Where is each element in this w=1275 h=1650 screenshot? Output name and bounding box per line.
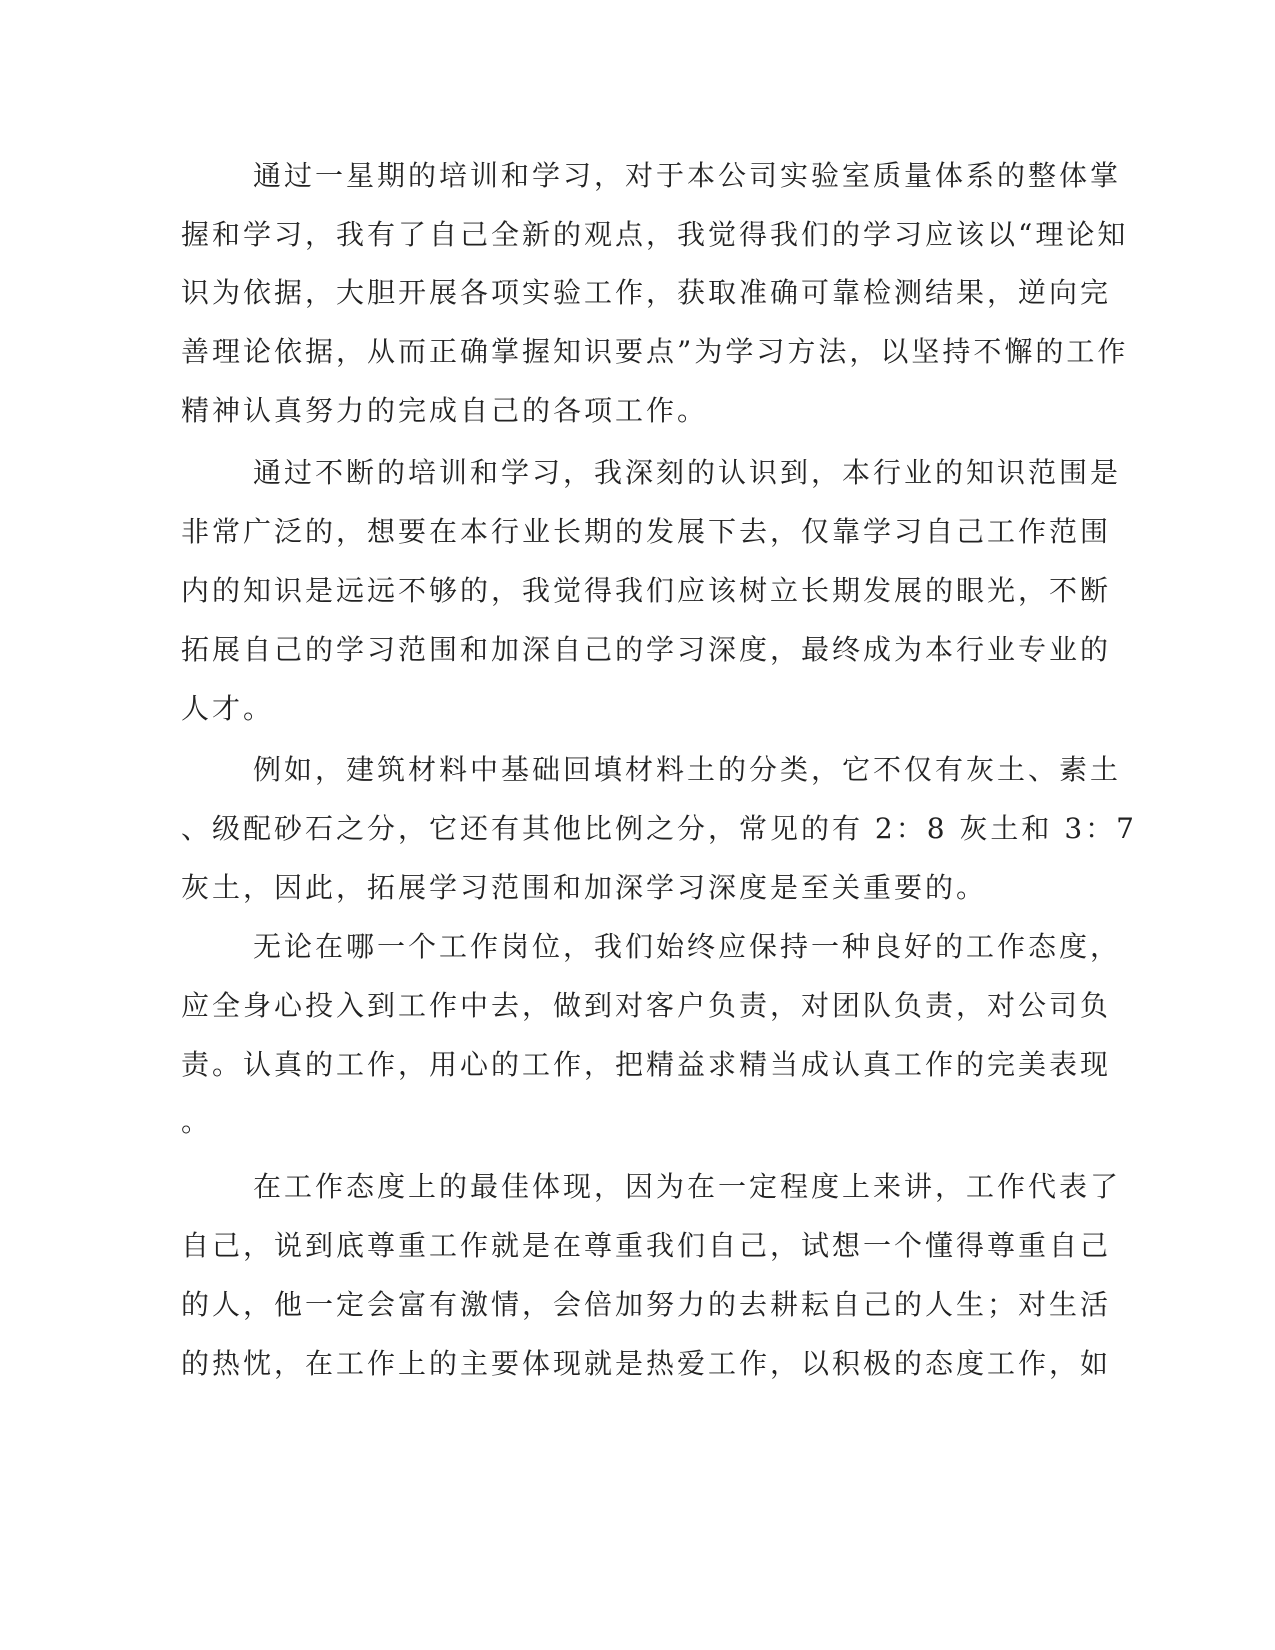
paragraph-1-line-2: 握和学习，我有了自己全新的观点，我觉得我们的学习应该以“理论知 bbox=[181, 218, 1129, 251]
paragraph-3-line-3: 灰土，因此，拓展学习范围和加深学习深度是至关重要的。 bbox=[181, 871, 988, 904]
paragraph-3-line-1: 例如，建筑材料中基础回填材料土的分类，它不仅有灰土、素土 bbox=[253, 753, 1122, 786]
paragraph-4-line-4: 。 bbox=[181, 1105, 213, 1138]
paragraph-2-line-2: 非常广泛的，想要在本行业长期的发展下去，仅靠学习自己工作范围 bbox=[181, 515, 1112, 548]
paragraph-5-line-2: 自己，说到底尊重工作就是在尊重我们自己，试想一个懂得尊重自己 bbox=[181, 1229, 1112, 1262]
paragraph-1-line-5: 精神认真努力的完成自己的各项工作。 bbox=[181, 394, 709, 427]
paragraph-5-line-1: 在工作态度上的最佳体现，因为在一定程度上来讲，工作代表了 bbox=[253, 1170, 1122, 1203]
paragraph-1-line-3: 识为依据，大胆开展各项实验工作，获取准确可靠检测结果，逆向完 bbox=[181, 276, 1112, 309]
paragraph-3-line-2: 、级配砂石之分，它还有其他比例之分，常见的有 2：8 灰土和 3：7 bbox=[181, 812, 1137, 845]
paragraph-2-line-1: 通过不断的培训和学习，我深刻的认识到，本行业的知识范围是 bbox=[253, 456, 1122, 489]
paragraph-1-line-1: 通过一星期的培训和学习，对于本公司实验室质量体系的整体掌 bbox=[253, 159, 1122, 192]
paragraph-5-line-3: 的人，他一定会富有激情，会倍加努力的去耕耘自己的人生；对生活 bbox=[181, 1288, 1112, 1321]
paragraph-4-line-2: 应全身心投入到工作中去，做到对客户负责，对团队负责，对公司负 bbox=[181, 989, 1112, 1022]
paragraph-4-line-3: 责。认真的工作，用心的工作，把精益求精当成认真工作的完美表现 bbox=[181, 1048, 1112, 1081]
paragraph-1-line-4: 善理论依据，从而正确掌握知识要点”为学习方法，以坚持不懈的工作 bbox=[181, 335, 1129, 368]
paragraph-2-line-5: 人才。 bbox=[181, 692, 275, 725]
paragraph-4-line-1: 无论在哪一个工作岗位，我们始终应保持一种良好的工作态度， bbox=[253, 930, 1122, 963]
paragraph-2-line-3: 内的知识是远远不够的，我觉得我们应该树立长期发展的眼光，不断 bbox=[181, 574, 1112, 607]
paragraph-5-line-4: 的热忱，在工作上的主要体现就是热爱工作，以积极的态度工作，如 bbox=[181, 1347, 1112, 1380]
paragraph-2-line-4: 拓展自己的学习范围和加深自己的学习深度，最终成为本行业专业的 bbox=[181, 633, 1112, 666]
